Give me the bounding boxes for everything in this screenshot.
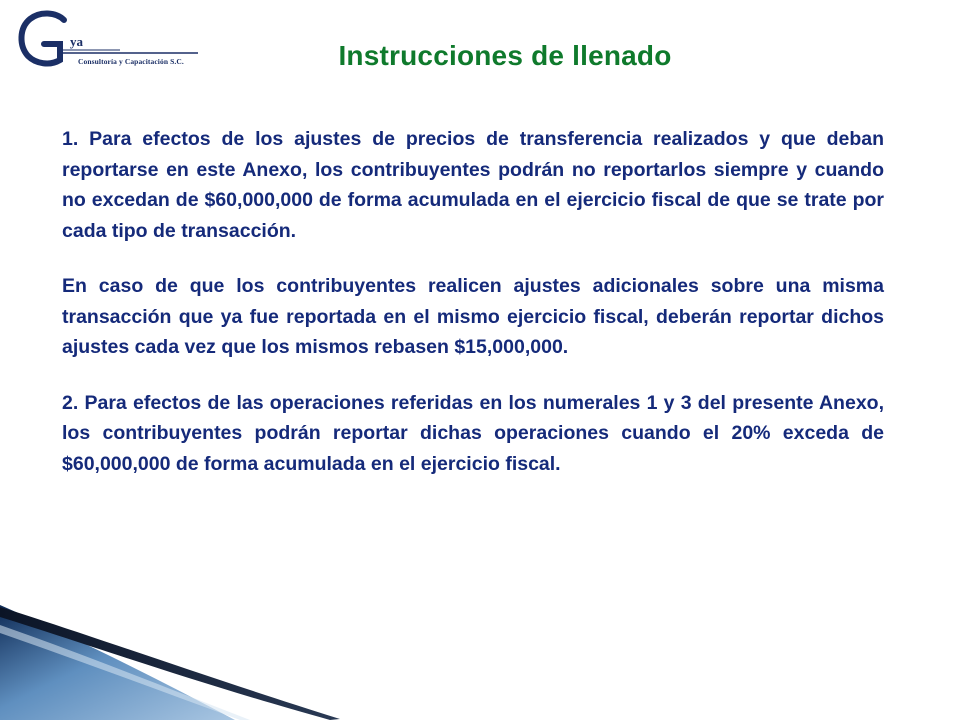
page-title: Instrucciones de llenado <box>338 40 672 71</box>
corner-swoosh <box>0 595 340 720</box>
instructions-body <box>62 124 884 504</box>
paragraph-1: 1. Para efectos de los ajustes de precios de transferencia realizados y que deban reportarse en este Anexo, los contribuyentes podrán no reportarlos siempre y cuando no excedan de $60,000,000 de forma acumulada en el ejercicio fiscal de que se trate por cada tipo de transacción. <box>62 128 884 242</box>
logo-superscript: ya <box>70 34 83 49</box>
paragraph-3: 2. Para efectos de las operaciones referidas en los numerales 1 y 3 del presente Anexo, los contribuyentes podrán reportar dichas operaciones cuando el 20% exceda de $60,000,000 de forma acumulada en el ejercicio fiscal. <box>62 391 884 475</box>
logo-tagline: Consultoría y Capacitación S.C. <box>78 57 184 66</box>
paragraph-2: En caso de que los contribuyentes realicen ajustes adicionales sobre una misma transacción que ya fue reportada en el mismo ejercicio fiscal, deberán reportar dichos ajustes cada vez que los mismos rebasen $15,000,000. <box>62 275 884 358</box>
